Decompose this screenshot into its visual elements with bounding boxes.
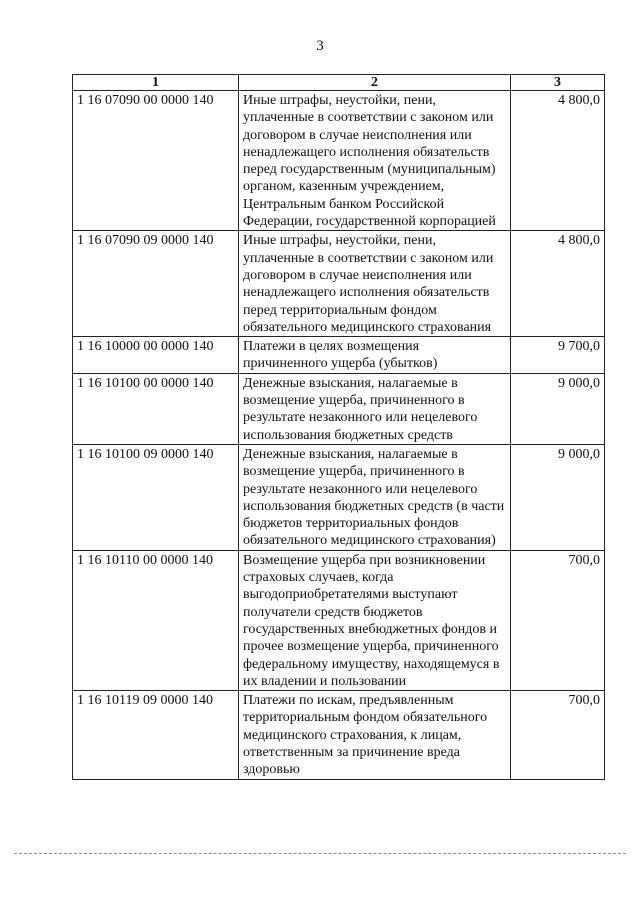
description-cell: Денежные взыскания, налагаемые в возмещение ущерба, причиненного в результате незаконного или нецелевого использования бюджетных средств	[239, 373, 511, 444]
kbk-code-cell: 1 16 10100 00 0000 140	[73, 373, 239, 444]
table-row	[73, 91, 605, 231]
budget-table	[72, 74, 605, 780]
table-body	[73, 91, 605, 780]
description-cell: Платежи в целях возмещения причиненного ущерба (убытков)	[239, 337, 511, 374]
header-col-3: 3	[511, 75, 605, 91]
amount-cell: 4 800,0	[511, 91, 605, 231]
amount-cell: 700,0	[511, 550, 605, 690]
amount-cell: 9 000,0	[511, 373, 605, 444]
kbk-code-cell: 1 16 10100 09 0000 140	[73, 444, 239, 550]
amount-cell: 9 700,0	[511, 337, 605, 374]
amount-cell: 4 800,0	[511, 231, 605, 337]
description-cell: Возмещение ущерба при возникновении страховых случаев, когда выгодоприобретателями выступают получатели средств бюджетов государственных внебюджетных фондов и прочее возмещение ущерба, причиненного федеральному имуществу, находящемуся в их владении и пользовании	[239, 550, 511, 690]
page-bottom-divider	[14, 853, 626, 854]
header-row	[73, 75, 605, 91]
kbk-code-cell: 1 16 10000 00 0000 140	[73, 337, 239, 374]
table-row	[73, 550, 605, 690]
header-col-1: 1	[73, 75, 239, 91]
table-row	[73, 231, 605, 337]
header-col-2: 2	[239, 75, 511, 91]
table-row	[73, 337, 605, 374]
description-cell: Иные штрафы, неустойки, пени, уплаченные в соответствии с законом или договором в случае неисполнения или ненадлежащего исполнения обязательств перед государственным (муниципальным) органом, казенным учреждением, Центральным банком Российской Федерации, государственной корпорацией	[239, 91, 511, 231]
description-cell: Денежные взыскания, налагаемые в возмещение ущерба, причиненного в результате незаконного или нецелевого использования бюджетных средств (в части бюджетов территориальных фондов обязательного медицинского страхования)	[239, 444, 511, 550]
description-cell: Платежи по искам, предъявленным территориальным фондом обязательного медицинского страхования, к лицам, ответственным за причинение вреда здоровью	[239, 691, 511, 779]
table-row	[73, 373, 605, 444]
page-number: 3	[316, 38, 324, 54]
table-row	[73, 691, 605, 779]
description-cell: Иные штрафы, неустойки, пени, уплаченные в соответствии с законом или договором в случае неисполнения или ненадлежащего исполнения обязательств перед территориальным фондом обязательного медицинского страхования	[239, 231, 511, 337]
table-header	[73, 75, 605, 91]
kbk-code-cell: 1 16 07090 00 0000 140	[73, 91, 239, 231]
kbk-code-cell: 1 16 10119 09 0000 140	[73, 691, 239, 779]
table-row	[73, 444, 605, 550]
kbk-code-cell: 1 16 10110 00 0000 140	[73, 550, 239, 690]
amount-cell: 700,0	[511, 691, 605, 779]
amount-cell: 9 000,0	[511, 444, 605, 550]
kbk-code-cell: 1 16 07090 09 0000 140	[73, 231, 239, 337]
